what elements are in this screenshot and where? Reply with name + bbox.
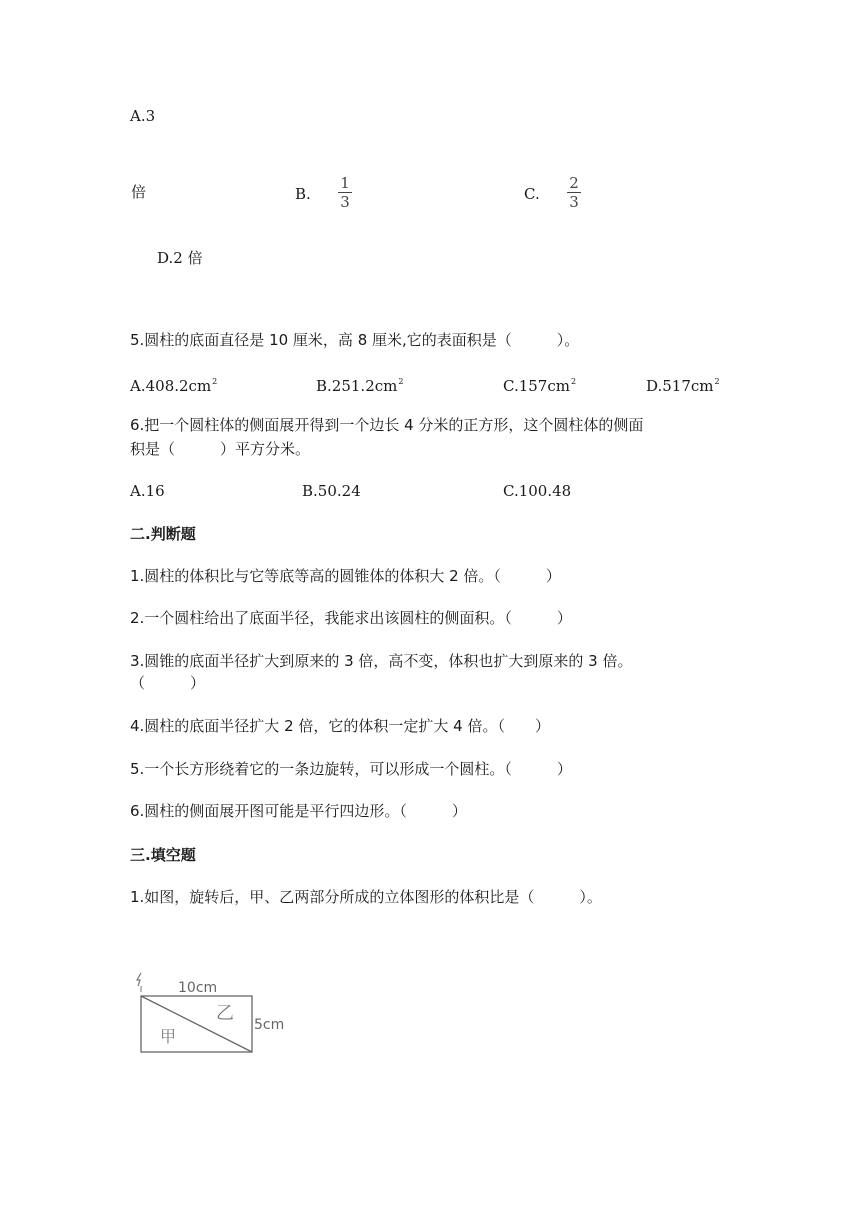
q6-option-b: B.50.24 — [302, 482, 361, 500]
q4-option-c-label: C. — [524, 185, 540, 203]
side-length-label: 5cm — [254, 1017, 285, 1033]
region-yi-label: 乙 — [216, 1003, 234, 1024]
judgement-item-5: 5.一个长方形绕着它的一条边旋转，可以形成一个圆柱。（ ） — [130, 760, 572, 778]
fraction-numerator: 2 — [569, 174, 579, 192]
q4-option-a: A.3 — [130, 107, 156, 125]
q6-option-a: A.16 — [130, 482, 165, 500]
q4-option-a-unit: 倍 — [131, 183, 147, 201]
q5-option-c: $C.157cm^2$ — [503, 377, 577, 395]
q6-question-line1: 6.把一个圆柱体的侧面展开得到一个边长 4 分米的正方形，这个圆柱体的侧面 — [130, 416, 644, 434]
rotation-figure — [130, 970, 310, 1065]
judgement-item-2: 2.一个圆柱给出了底面半径，我能求出该圆柱的侧面积。（ ） — [130, 609, 572, 627]
section-title-judgement: 二.判断题 — [130, 525, 196, 543]
fraction-denominator: 3 — [340, 193, 350, 211]
q6-question-line2: 积是（ ）平方分米。 — [130, 440, 311, 458]
top-length-label: 10cm — [178, 980, 218, 996]
section-title-fill-blank: 三.填空题 — [130, 846, 196, 864]
rotation-axis-arrow-icon — [137, 973, 141, 986]
q6-option-c: C.100.48 — [503, 482, 572, 500]
region-jia-label: 甲 — [160, 1027, 177, 1046]
fraction-numerator: 1 — [340, 174, 350, 192]
judgement-item-1: 1.圆柱的体积比与它等底等高的圆锥体的体积大 2 倍。（ ） — [130, 567, 561, 585]
q5-option-d: $D.517cm^2$ — [646, 377, 720, 395]
q4-option-c-fraction — [564, 175, 584, 210]
q5-question: 5.圆柱的底面直径是 10 厘米，高 8 厘米,它的表面积是（ ）。 — [130, 331, 580, 349]
q5-option-b: $B.251.2cm^2$ — [316, 377, 404, 395]
fill-blank-item-1: 1.如图，旋转后，甲、乙两部分所成的立体图形的体积比是（ ）。 — [130, 888, 602, 906]
q4-option-d: D.2 倍 — [157, 249, 203, 267]
judgement-item-3-blank: （ ） — [130, 674, 206, 692]
q4-option-b-label: B. — [295, 185, 311, 203]
judgement-item-6: 6.圆柱的侧面展开图可能是平行四边形。（ ） — [130, 802, 467, 820]
fraction-denominator: 3 — [569, 193, 579, 211]
q4-option-b-fraction — [335, 175, 355, 210]
rectangle-diagonal — [141, 996, 252, 1052]
judgement-item-3: 3.圆锥的底面半径扩大到原来的 3 倍，高不变，体积也扩大到原来的 3 倍。 — [130, 652, 633, 670]
q5-option-a: $A.408.2cm^2$ — [130, 377, 218, 395]
judgement-item-4: 4.圆柱的底面半径扩大 2 倍，它的体积一定扩大 4 倍。（ ） — [130, 717, 550, 735]
